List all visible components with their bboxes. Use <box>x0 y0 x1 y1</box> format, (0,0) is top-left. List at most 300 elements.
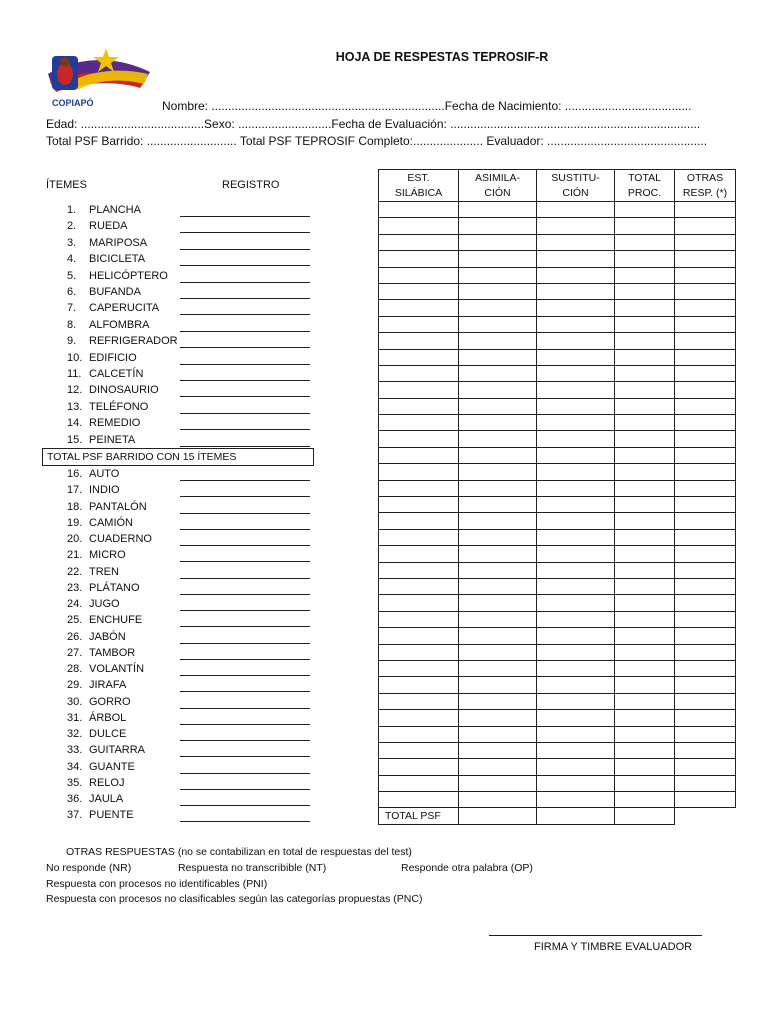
score-cell[interactable] <box>379 562 459 578</box>
score-cell[interactable] <box>615 464 675 480</box>
score-cell[interactable] <box>379 267 459 283</box>
score-cell[interactable] <box>459 611 537 627</box>
item-row <box>67 415 140 431</box>
item-word: PLANCHA <box>89 204 141 216</box>
score-cell[interactable] <box>675 382 736 398</box>
score-cell[interactable] <box>379 578 459 594</box>
score-cell[interactable] <box>379 644 459 660</box>
score-cell[interactable] <box>675 218 736 234</box>
score-cell[interactable] <box>615 710 675 726</box>
item-row <box>67 382 159 398</box>
score-cell[interactable] <box>675 316 736 332</box>
registro-line[interactable] <box>180 821 310 822</box>
item-number: 16. <box>67 468 83 480</box>
score-cell[interactable] <box>459 628 537 644</box>
score-cell[interactable] <box>537 775 615 791</box>
score-cell[interactable] <box>675 497 736 513</box>
score-cell[interactable] <box>537 660 615 676</box>
registro-line[interactable] <box>180 265 310 266</box>
score-cell[interactable] <box>615 267 675 283</box>
item-row <box>67 661 144 677</box>
score-cell[interactable] <box>459 595 537 611</box>
item-row <box>67 466 119 482</box>
header-line-name: Nombre: ......................................................................Fecha de Nacimiento: ...................................... <box>162 99 692 113</box>
item-row <box>67 251 145 267</box>
score-cell[interactable] <box>675 480 736 496</box>
score-cell[interactable] <box>615 611 675 627</box>
score-cell[interactable] <box>459 742 537 758</box>
total-cell[interactable] <box>459 808 537 824</box>
column-header <box>675 170 736 202</box>
score-cell[interactable] <box>379 218 459 234</box>
score-cell[interactable] <box>459 316 537 332</box>
score-cell[interactable] <box>615 447 675 463</box>
item-word: REMEDIO <box>89 417 141 430</box>
registro-line[interactable] <box>180 396 310 397</box>
score-cell[interactable] <box>537 218 615 234</box>
score-cell[interactable] <box>675 677 736 693</box>
item-number: 17. <box>67 484 83 497</box>
registro-line[interactable] <box>180 659 310 660</box>
score-cell[interactable] <box>675 546 736 562</box>
registro-line[interactable] <box>180 578 310 579</box>
legend-nt: Respuesta no transcribible (NT) <box>178 862 327 874</box>
score-cell[interactable] <box>459 529 537 545</box>
item-number: 3. <box>67 236 77 249</box>
table-row <box>379 759 736 775</box>
registro-line[interactable] <box>180 429 310 430</box>
score-cell[interactable] <box>537 398 615 414</box>
registro-line[interactable] <box>180 298 310 299</box>
item-row <box>67 694 131 710</box>
item-word: PEINETA <box>89 433 136 446</box>
table-row <box>379 464 736 480</box>
score-cell[interactable] <box>675 562 736 578</box>
registro-line[interactable] <box>180 756 310 757</box>
score-cell[interactable] <box>615 333 675 349</box>
score-cell[interactable] <box>379 234 459 250</box>
score-cell[interactable] <box>379 693 459 709</box>
score-cell[interactable] <box>675 431 736 447</box>
score-cell[interactable] <box>615 677 675 693</box>
registro-line[interactable] <box>180 561 310 562</box>
header-line-age: Edad: .....................................Sexo: ............................Fecha de Evaluación: ........................................................................... <box>46 117 701 131</box>
legend-pnc: Respuesta con procesos no clasificables según las categorías propuestas (PNC) <box>46 893 423 905</box>
table-row <box>379 693 736 709</box>
score-cell[interactable] <box>459 792 537 808</box>
score-cell[interactable] <box>537 349 615 365</box>
score-cell[interactable] <box>459 382 537 398</box>
score-cell[interactable] <box>459 726 537 742</box>
score-cell[interactable] <box>379 759 459 775</box>
registro-line[interactable] <box>180 480 310 481</box>
score-cell[interactable] <box>537 415 615 431</box>
item-row <box>67 366 143 382</box>
item-word: GUITARRA <box>89 744 146 757</box>
registro-line[interactable] <box>180 413 310 414</box>
total-cell[interactable] <box>537 808 615 824</box>
registro-line[interactable] <box>180 643 310 644</box>
score-cell[interactable] <box>459 775 537 791</box>
score-cell[interactable] <box>459 660 537 676</box>
item-number: 19. <box>67 516 83 529</box>
score-cell[interactable] <box>459 202 537 218</box>
item-row <box>67 482 120 498</box>
item-row <box>67 317 150 333</box>
score-cell[interactable] <box>615 562 675 578</box>
item-word: MARIPOSA <box>89 236 148 249</box>
score-cell[interactable] <box>615 251 675 267</box>
item-row <box>67 791 123 807</box>
table-row <box>379 415 736 431</box>
registro-line[interactable] <box>180 282 310 283</box>
score-cell[interactable] <box>459 759 537 775</box>
score-cell[interactable] <box>537 333 615 349</box>
item-number: 12. <box>67 384 83 397</box>
item-row <box>67 564 119 580</box>
score-cell[interactable] <box>379 382 459 398</box>
score-cell[interactable] <box>379 595 459 611</box>
score-cell[interactable] <box>675 759 736 775</box>
item-number: 2. <box>67 220 77 233</box>
item-row <box>67 499 147 515</box>
item-word: TELÉFONO <box>89 400 149 413</box>
item-row <box>67 759 135 775</box>
score-cell[interactable] <box>675 415 736 431</box>
score-cell[interactable] <box>379 447 459 463</box>
registro-line[interactable] <box>180 331 310 332</box>
score-cell[interactable] <box>615 300 675 316</box>
score-cell[interactable] <box>459 562 537 578</box>
item-word: TREN <box>89 565 119 578</box>
registro-line[interactable] <box>180 675 310 676</box>
score-cell[interactable] <box>537 562 615 578</box>
score-cell[interactable] <box>537 480 615 496</box>
score-cell[interactable] <box>615 628 675 644</box>
score-cell[interactable] <box>379 677 459 693</box>
score-cell[interactable] <box>675 693 736 709</box>
score-cell[interactable] <box>459 710 537 726</box>
score-cell[interactable] <box>459 267 537 283</box>
score-cell[interactable] <box>675 775 736 791</box>
score-cell[interactable] <box>379 792 459 808</box>
registro-heading: REGISTRO <box>222 179 280 191</box>
score-cell[interactable] <box>675 660 736 676</box>
score-cell[interactable] <box>459 693 537 709</box>
score-cell[interactable] <box>675 365 736 381</box>
item-number: 30. <box>67 695 83 708</box>
column-header <box>537 170 615 202</box>
score-cell[interactable] <box>379 365 459 381</box>
total-psf-label: TOTAL PSF <box>379 808 459 824</box>
score-cell[interactable] <box>379 660 459 676</box>
registro-line[interactable] <box>180 740 310 741</box>
score-cell[interactable] <box>379 726 459 742</box>
score-cell[interactable] <box>459 447 537 463</box>
score-cell[interactable] <box>379 431 459 447</box>
score-cell[interactable] <box>675 202 736 218</box>
table-row <box>379 283 736 299</box>
score-cell[interactable] <box>379 349 459 365</box>
score-cell[interactable] <box>675 398 736 414</box>
score-cell[interactable] <box>459 283 537 299</box>
score-cell[interactable] <box>615 218 675 234</box>
score-cell[interactable] <box>379 316 459 332</box>
item-word: PUENTE <box>89 809 134 822</box>
score-cell[interactable] <box>379 529 459 545</box>
score-cell[interactable] <box>459 365 537 381</box>
score-cell[interactable] <box>379 202 459 218</box>
score-cell[interactable] <box>459 234 537 250</box>
table-row <box>379 660 736 676</box>
score-cell[interactable] <box>379 710 459 726</box>
item-word: REFRIGERADOR <box>89 335 178 348</box>
score-cell[interactable] <box>379 497 459 513</box>
registro-line[interactable] <box>180 216 310 217</box>
score-cell[interactable] <box>379 742 459 758</box>
score-cell[interactable] <box>615 644 675 660</box>
score-cell[interactable] <box>537 546 615 562</box>
score-cell[interactable] <box>615 759 675 775</box>
item-word: CUADERNO <box>89 533 152 545</box>
score-cell[interactable] <box>459 251 537 267</box>
score-cell[interactable] <box>675 234 736 250</box>
registro-line[interactable] <box>180 610 310 611</box>
score-cell[interactable] <box>459 578 537 594</box>
score-cell[interactable] <box>615 415 675 431</box>
score-cell[interactable] <box>537 283 615 299</box>
item-row <box>67 399 148 415</box>
score-cell[interactable] <box>537 447 615 463</box>
registro-line[interactable] <box>180 594 310 595</box>
score-cell[interactable] <box>537 251 615 267</box>
score-cell[interactable] <box>675 578 736 594</box>
score-cell[interactable] <box>537 267 615 283</box>
score-cell[interactable] <box>615 775 675 791</box>
score-cell[interactable] <box>459 218 537 234</box>
score-cell[interactable] <box>615 431 675 447</box>
score-cell[interactable] <box>379 513 459 529</box>
score-cell[interactable] <box>379 464 459 480</box>
score-cell[interactable] <box>675 513 736 529</box>
item-number: 32. <box>67 728 83 740</box>
score-cell[interactable] <box>379 546 459 562</box>
score-cell[interactable] <box>459 300 537 316</box>
item-number: 36. <box>67 793 83 805</box>
score-cell[interactable] <box>675 792 736 808</box>
score-cell[interactable] <box>615 546 675 562</box>
score-cell[interactable] <box>537 595 615 611</box>
score-cell[interactable] <box>459 431 537 447</box>
score-cell[interactable] <box>459 464 537 480</box>
score-cell[interactable] <box>537 644 615 660</box>
score-cell[interactable] <box>675 742 736 758</box>
score-cell[interactable] <box>379 611 459 627</box>
item-row <box>67 726 126 742</box>
score-cell[interactable] <box>675 628 736 644</box>
registro-line[interactable] <box>180 446 310 447</box>
column-header-line1: EST. <box>407 171 430 184</box>
column-header-line1: OTRAS <box>686 171 724 184</box>
score-cell[interactable] <box>675 349 736 365</box>
item-row <box>67 596 120 612</box>
score-cell[interactable] <box>459 415 537 431</box>
score-cell[interactable] <box>675 251 736 267</box>
item-row <box>67 677 126 693</box>
registro-line[interactable] <box>180 347 310 348</box>
registro-line[interactable] <box>180 364 310 365</box>
registro-line[interactable] <box>180 773 310 774</box>
score-cell[interactable] <box>615 398 675 414</box>
score-cell[interactable] <box>675 644 736 660</box>
score-cell[interactable] <box>675 300 736 316</box>
score-cell[interactable] <box>379 333 459 349</box>
score-cell[interactable] <box>537 759 615 775</box>
score-cell[interactable] <box>615 742 675 758</box>
score-cell[interactable] <box>615 578 675 594</box>
score-cell[interactable] <box>459 349 537 365</box>
column-header <box>459 170 537 202</box>
item-number: 8. <box>67 318 77 331</box>
score-cell[interactable] <box>675 267 736 283</box>
score-cell[interactable] <box>537 726 615 742</box>
score-cell[interactable] <box>675 726 736 742</box>
score-cell[interactable] <box>537 529 615 545</box>
score-cell[interactable] <box>459 333 537 349</box>
registro-line[interactable] <box>180 249 310 250</box>
score-cell[interactable] <box>379 480 459 496</box>
item-number: 24. <box>67 598 83 610</box>
table-row <box>379 300 736 316</box>
score-cell[interactable] <box>459 677 537 693</box>
item-word: ÁRBOL <box>89 711 127 724</box>
score-cell[interactable] <box>537 464 615 480</box>
score-cell[interactable] <box>459 513 537 529</box>
registro-line[interactable] <box>180 724 310 725</box>
score-cell[interactable] <box>537 578 615 594</box>
registro-line[interactable] <box>180 545 310 546</box>
otras-respuestas-note: OTRAS RESPUESTAS (no se contabilizan en total de respuestas del test) <box>66 846 412 858</box>
score-cell[interactable] <box>459 497 537 513</box>
registro-line[interactable] <box>180 529 310 530</box>
score-cell[interactable] <box>537 628 615 644</box>
score-cell[interactable] <box>615 726 675 742</box>
legend-op: Responde otra palabra (OP) <box>401 862 533 874</box>
score-cell[interactable] <box>379 628 459 644</box>
score-cell[interactable] <box>615 316 675 332</box>
score-cell[interactable] <box>379 283 459 299</box>
score-cell[interactable] <box>537 677 615 693</box>
score-cell[interactable] <box>675 464 736 480</box>
registro-line[interactable] <box>180 513 310 514</box>
table-row <box>379 480 736 496</box>
score-cell[interactable] <box>675 611 736 627</box>
item-word: ALFOMBRA <box>89 318 150 331</box>
score-cell[interactable] <box>615 234 675 250</box>
score-cell[interactable] <box>675 529 736 545</box>
item-word: EDIFICIO <box>89 351 137 364</box>
score-cell[interactable] <box>675 595 736 611</box>
score-cell[interactable] <box>459 546 537 562</box>
score-cell[interactable] <box>675 283 736 299</box>
registro-line[interactable] <box>180 708 310 709</box>
score-cell[interactable] <box>615 792 675 808</box>
score-cell[interactable] <box>537 382 615 398</box>
registro-line[interactable] <box>180 789 310 790</box>
score-cell[interactable] <box>615 595 675 611</box>
table-row <box>379 202 736 218</box>
score-cell[interactable] <box>537 710 615 726</box>
total-cell[interactable] <box>615 808 675 824</box>
score-cell[interactable] <box>615 513 675 529</box>
score-cell[interactable] <box>459 644 537 660</box>
item-row <box>67 645 135 661</box>
score-cell[interactable] <box>537 693 615 709</box>
score-cell[interactable] <box>615 497 675 513</box>
score-cell[interactable] <box>615 693 675 709</box>
score-cell[interactable] <box>537 513 615 529</box>
score-cell[interactable] <box>537 316 615 332</box>
registro-line[interactable] <box>180 496 310 497</box>
registro-line[interactable] <box>180 380 310 381</box>
score-cell[interactable] <box>379 300 459 316</box>
table-row <box>379 251 736 267</box>
score-cell[interactable] <box>615 382 675 398</box>
score-cell[interactable] <box>537 202 615 218</box>
item-row <box>67 629 126 645</box>
score-cell[interactable] <box>537 742 615 758</box>
score-cell[interactable] <box>537 234 615 250</box>
score-cell[interactable] <box>675 447 736 463</box>
score-cell[interactable] <box>615 349 675 365</box>
item-number: 13. <box>67 400 83 413</box>
score-cell[interactable] <box>615 529 675 545</box>
column-header-line2: SILÁBICA <box>394 186 443 199</box>
score-cell[interactable] <box>379 415 459 431</box>
score-cell[interactable] <box>379 251 459 267</box>
score-cell[interactable] <box>615 365 675 381</box>
registro-line[interactable] <box>180 232 310 233</box>
registro-line[interactable] <box>180 626 310 627</box>
score-cell[interactable] <box>537 611 615 627</box>
score-cell[interactable] <box>459 480 537 496</box>
score-cell[interactable] <box>615 202 675 218</box>
score-cell[interactable] <box>537 497 615 513</box>
score-cell[interactable] <box>675 333 736 349</box>
score-cell[interactable] <box>459 398 537 414</box>
score-cell[interactable] <box>537 365 615 381</box>
score-cell[interactable] <box>615 660 675 676</box>
item-word: HELICÓPTERO <box>89 269 168 282</box>
registro-line[interactable] <box>180 805 310 806</box>
score-cell[interactable] <box>675 710 736 726</box>
scoring-table <box>378 169 736 825</box>
score-cell[interactable] <box>537 431 615 447</box>
item-number: 7. <box>67 302 77 315</box>
item-row <box>67 710 126 726</box>
item-row <box>67 268 168 284</box>
registro-line[interactable] <box>180 691 310 692</box>
page-title: HOJA DE RESPESTAS TEPROSIF-R <box>335 50 549 64</box>
score-cell[interactable] <box>537 300 615 316</box>
score-cell[interactable] <box>379 775 459 791</box>
score-cell[interactable] <box>379 398 459 414</box>
score-cell[interactable] <box>537 792 615 808</box>
registro-line[interactable] <box>180 314 310 315</box>
score-cell[interactable] <box>615 283 675 299</box>
item-row <box>67 547 126 563</box>
score-cell[interactable] <box>615 480 675 496</box>
